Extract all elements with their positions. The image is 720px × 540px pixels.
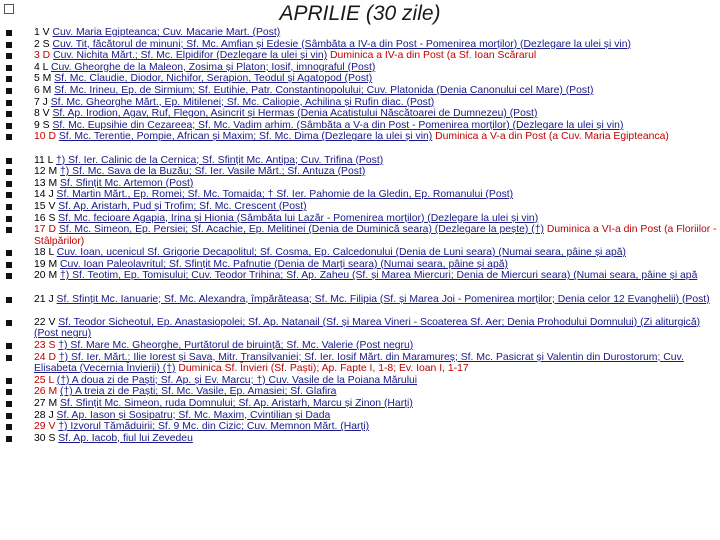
entry-saints-link[interactable]: Sf. Mc. fecioare Agapia, Irina și Hionia (Sâmbăta lui Lazăr - Pomenirea morților) (Dezlegare la ulei și vin): [58, 212, 539, 224]
calendar-entry: [6, 155, 720, 167]
calendar-entry: [6, 247, 720, 259]
square-bullet-icon: [6, 401, 12, 407]
square-bullet-icon: [6, 88, 12, 94]
square-bullet-icon: [6, 378, 12, 384]
calendar-entry: [6, 39, 720, 51]
calendar-entry: [6, 108, 720, 120]
entry-saints-link[interactable]: †) Sf. Ier. Calinic de la Cernica; Sf. Sfințit Mc. Antipa; Cuv. Trifina (Post): [55, 154, 384, 166]
entry-day: 9 S: [34, 119, 53, 131]
entry-saints-link[interactable]: Sf. Teodor Sicheotul, Ep. Anastasiopolei; Sf. Ap. Natanail (Sf. și Marea Vineri - Scoaterea Sf. Aer; Denia Prohodului Domnului) (Zi aliturgică) (Post negru): [34, 316, 701, 340]
entry-day: 19 M: [34, 258, 60, 270]
entry-day: 13 M: [34, 177, 60, 189]
square-bullet-icon: [6, 413, 12, 419]
calendar-entry: [6, 259, 720, 271]
calendar-entry: [6, 131, 720, 154]
calendar-entry: [6, 166, 720, 178]
entry-day: 3 D: [34, 50, 54, 62]
square-bullet-icon: [6, 53, 12, 59]
entry-day: 22 V: [34, 316, 59, 328]
square-bullet-icon: [6, 250, 12, 256]
calendar-entry: [6, 224, 720, 247]
entry-saints-link[interactable]: Sf. Ap. Iacob, fiul lui Zevedeu: [58, 432, 193, 444]
entry-saints-link[interactable]: Sf. Ap. Irodion, Agav, Ruf, Flegon, Asincrit și Hermas (Denia Acatistului Născătoarei de Dumnezeu) (Post): [52, 108, 538, 120]
square-bullet-icon: [6, 169, 12, 175]
entry-saints-link[interactable]: Sf. Martin Mărt., Ep. Romei; Sf. Mc. Tomaida; † Sf. Ier. Pahomie de la Gledin, Ep. Romanului (Post): [56, 189, 514, 201]
calendar-entry: [6, 97, 720, 109]
square-bullet-icon: [6, 424, 12, 430]
calendar-entry: [6, 386, 720, 398]
entry-saints-link[interactable]: †) Sf. Mare Mc. Gheorghe, Purtătorul de biruință; Sf. Mc. Valerie (Post negru): [58, 340, 414, 352]
entry-saints-link[interactable]: Sf. Sfințit Mc. Artemon (Post): [60, 177, 194, 189]
entry-day: 20 M: [34, 270, 60, 282]
square-bullet-icon: [6, 355, 12, 361]
entry-saints-link[interactable]: Sf. Sfințit Mc. Ianuarie; Sf. Mc. Alexandra, împărăteasa; Sf. Mc. Filipia (Sf. și Marea Joi - Pomenirea morților; Denia celor 12 Evanghelii) (Post): [56, 293, 710, 305]
entry-saints-link[interactable]: †) Sf. Mc. Sava de la Buzău; Sf. Ier. Vasile Mărt.; Sf. Antuza (Post): [60, 166, 366, 178]
calendar-entry: [6, 433, 720, 445]
entry-sunday-note: Duminica a V-a din Post (a Cuv. Maria Egipteanca): [432, 131, 669, 143]
square-bullet-icon: [6, 262, 12, 268]
entry-day: 8 V: [34, 108, 53, 120]
entry-saints-link[interactable]: Sf. Mc. Terentie, Pompie, African și Maxim; Sf. Mc. Dima (Dezlegare la ulei și vin): [58, 131, 433, 143]
entry-saints-link[interactable]: Cuv. Ioan Paleolavritul; Sf. Sfințit Mc. Pafnutie (Denia de Marți seara) (Numai seara, pâine și apă): [60, 258, 508, 270]
calendar-entry: [6, 421, 720, 433]
entry-saints-link[interactable]: Sf. Mc. Irineu, Ep. de Sirmium; Sf. Eutihie, Patr. Constantinopolului; Cuv. Platonida (Denia Canonului cel Mare) (Post): [54, 84, 594, 96]
square-bullet-icon: [6, 65, 12, 71]
entry-day: 27 M: [34, 398, 60, 409]
page-title: APRILIE (30 zile): [279, 2, 441, 25]
square-bullet-icon: [6, 76, 12, 82]
square-bullet-icon: [6, 100, 12, 106]
entry-day: 1 V: [34, 27, 53, 38]
entry-day: 17 D: [34, 224, 59, 236]
entry-saints-link[interactable]: Cuv. Gheorghe de la Maleon, Zosima și Platon; Iosif, imnograful (Post): [50, 61, 376, 73]
calendar-entry: [6, 294, 720, 317]
square-bullet-icon: [6, 134, 12, 140]
entry-day: 28 J: [34, 409, 57, 421]
entry-saints-link[interactable]: Sf. Mc. Eupsihie din Cezareea; Sf. Mc. Vadim arhim. (Sâmbăta a V-a din Post - Pomenirea morților) (Dezlegare la ulei și vin): [52, 119, 624, 131]
entry-saints-link[interactable]: Cuv. Tit, făcătorul de minuni; Sf. Mc. Amfian și Edesie (Sâmbăta a IV-a din Post - Pomenirea morților) (Dezlegare la ulei și vin): [52, 38, 631, 50]
entry-day: 7 J: [34, 96, 51, 108]
entry-day: 4 L: [34, 61, 51, 73]
calendar-entry: [6, 398, 720, 410]
entry-day: 21 J: [34, 293, 57, 305]
entry-day: 26 M: [34, 386, 60, 398]
entry-day: 16 S: [34, 212, 59, 224]
entry-day: 23 S: [34, 340, 59, 352]
calendar-entry: [6, 201, 720, 213]
square-bullet-icon: [6, 111, 12, 117]
calendar-entry: [6, 375, 720, 387]
square-bullet-icon: [6, 343, 12, 349]
square-bullet-icon: [6, 30, 12, 36]
entry-saints-link[interactable]: Cuv. Maria Egipteanca; Cuv. Macarie Mart. (Post): [52, 27, 281, 38]
entry-day: 2 S: [34, 38, 53, 50]
square-bullet-icon: [6, 389, 12, 395]
entry-saints-link[interactable]: Sf. Sfințit Mc. Simeon, ruda Domnului; Sf. Ap. Aristarh, Marcu și Zinon (Harți): [60, 398, 413, 409]
square-bullet-icon: [6, 42, 12, 48]
square-bullet-icon: [6, 123, 12, 129]
entry-sunday-note: Duminica Sf. Învieri (Sf. Paști); Ap. Fapte I, 1-8; Ev. Ioan I, 1-17: [175, 363, 469, 375]
entry-saints-link[interactable]: †) Izvorul Tămăduirii; Sf. 9 Mc. din Cizic; Cuv. Memnon Mărt. (Harți): [58, 421, 370, 433]
entry-day: 15 V: [34, 200, 59, 212]
entry-saints-link[interactable]: †) Sf. Teotim, Ep. Tomisului; Cuv. Teodor Trihina; Sf. Ap. Zaheu (Sf. și Marea Miercuri; Denia de Miercuri seara) (Numai seara, pâine și apă: [60, 270, 698, 282]
entry-day: 29 V: [34, 421, 59, 433]
entry-saints-link[interactable]: (†) A doua zi de Paști; Sf. Ap. și Ev. Marcu; †) Cuv. Vasile de la Poiana Mărului: [56, 374, 418, 386]
square-bullet-icon: [6, 216, 12, 222]
calendar-entry: [6, 410, 720, 422]
entry-day: 5 M: [34, 73, 55, 85]
entry-saints-link[interactable]: Sf. Mc. Gheorghe Mărt., Ep. Mitilenei; Sf. Mc. Caliopie, Achilina și Rufin diac. (Post): [50, 96, 435, 108]
calendar-entry: [6, 85, 720, 97]
square-bullet-icon: [6, 158, 12, 164]
square-bullet-icon: [6, 297, 12, 303]
calendar-entry: [6, 352, 720, 375]
calendar-entry: [6, 120, 720, 132]
entry-day: 25 L: [34, 374, 57, 386]
square-bullet-icon: [6, 204, 12, 210]
entry-saints-link[interactable]: Sf. Mc. Claudie, Diodor, Nichifor, Serapion, Teodul și Agatopod (Post): [54, 73, 373, 85]
square-bullet-icon: [6, 192, 12, 198]
calendar-entry: [6, 189, 720, 201]
calendar-entry: [6, 62, 720, 74]
calendar-entry: [6, 270, 720, 293]
entry-saints-link[interactable]: Sf. Mc. Simeon, Ep. Persiei; Sf. Acachie, Ep. Melitinei (Denia de Duminică seara) (Dezlegare la pește) (†): [58, 224, 544, 236]
square-bullet-icon: [6, 436, 12, 442]
calendar-list: [6, 27, 720, 444]
entry-saints-link[interactable]: Sf. Ap. Aristarh, Pud și Trofim; Sf. Mc. Crescent (Post): [58, 200, 307, 212]
calendar-entry: [6, 213, 720, 225]
entry-day: 10 D: [34, 131, 59, 143]
square-bullet-icon: [6, 181, 12, 187]
entry-day: 11 L: [34, 154, 56, 166]
entry-day: 6 M: [34, 84, 55, 96]
calendar-entry: [6, 27, 720, 39]
entry-sunday-note: Duminica a IV-a din Post (a Sf. Ioan Scărarul: [327, 50, 537, 62]
entry-day: 30 S: [34, 432, 59, 444]
square-bullet-icon: [6, 273, 12, 279]
entry-saints-link[interactable]: (†) A treia zi de Paști; Sf. Mc. Vasile, Ep. Amasiei; Sf. Glafira: [60, 386, 337, 398]
calendar-entry: [6, 317, 720, 340]
entry-day: 12 M: [34, 166, 60, 178]
entry-day: 18 L: [34, 247, 57, 259]
entry-saints-link[interactable]: †) Sf. Ier. Mărt.: Ilie Iorest și Sava, Mitr. Transilvaniei; Sf. Ier. Iosif Mărt. din Maramureș; Sf. Mc. Pasicrat și Valentin din Durostorum; Cuv. Elisabeta (Vecernia Învierii) (†): [34, 351, 684, 375]
square-bullet-icon: [6, 320, 12, 326]
calendar-entry: [6, 50, 720, 62]
entry-saints-link[interactable]: Cuv. Ioan, ucenicul Sf. Grigorie Decapolitul; Sf. Cosma, Ep. Calcedonului (Denia de Luni seara) (Numai seara, pâine și apă): [56, 247, 627, 259]
calendar-entry: [6, 178, 720, 190]
entry-sunday-note: Duminica a VI-a din Post (a Floriilor - Stâlpărilor): [34, 224, 717, 247]
entry-saints-link[interactable]: Cuv. Nichita Mărt.; Sf. Mc. Elpidifor (Dezlegare la ulei și vin): [53, 50, 328, 62]
calendar-entry: [6, 340, 720, 352]
entry-day: 24 D: [34, 351, 59, 363]
entry-day: 14 J: [34, 189, 57, 201]
entry-saints-link[interactable]: Sf. Ap. Iason și Sosipatru; Sf. Mc. Maxim, Cvintilian și Dada: [56, 409, 331, 421]
calendar-entry: [6, 73, 720, 85]
square-bullet-icon: [6, 227, 12, 233]
